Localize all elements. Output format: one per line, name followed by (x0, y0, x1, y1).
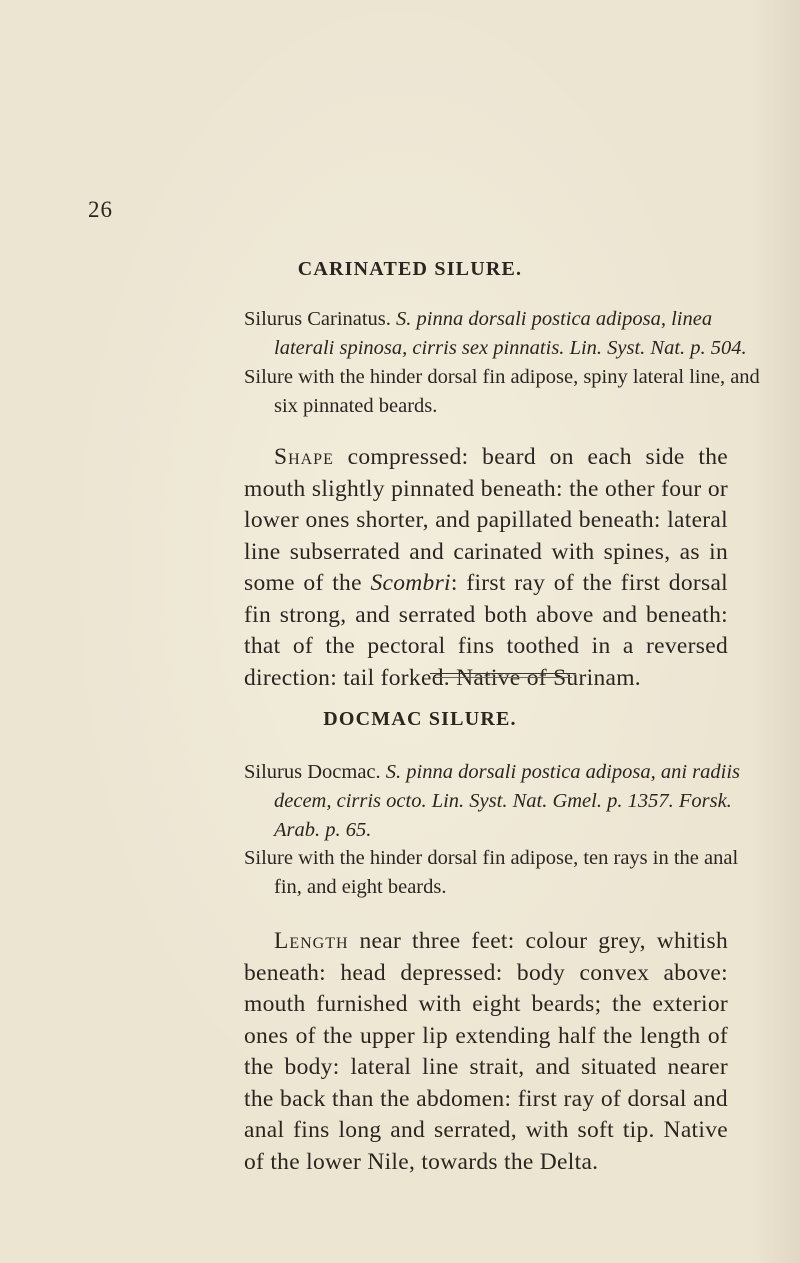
description-lead: Shape (274, 444, 334, 470)
synonym-english-carinated: Silure with the hinder dorsal fin adipose, spiny lateral line, and six pinnated beards. (244, 366, 760, 417)
description-text: near three feet: colour grey, whitish beneath: head depressed: body convex above: mouth furnished with eight beards; the exterior ones of the upper lip extending half the length of the body: lateral line strait, and situated nearer the back than the abdomen: first ray of dorsal and anal fins long and serrated, with soft tip. Native of the lower Nile, towards the Delta. (244, 928, 728, 1175)
synonym-latin-ref: Lin. Syst. Nat. p. 504. (569, 337, 747, 359)
synonym-latin-text: S. pinna dorsali postica adiposa, ani radiis decem, cirris octo. (274, 761, 741, 812)
description-italic: Scombri (370, 570, 451, 596)
description-text-b: : first ray of the first dorsal fin strong, and serrated both above and beneath: that of the pectoral fins toothed in a reversed direction: tail forked. Native of Surinam. (244, 570, 728, 691)
description-text-a: compressed: beard on each side the mouth slightly pinnated beneath: the other four or lower ones shorter, and papillated beneath: lateral line subserrated and carinated with spines, as in some of the (244, 444, 728, 596)
section-divider-inner (434, 677, 572, 678)
synonym-latin-text: S. pinna dorsali postica adiposa, linea laterali spinosa, cirris sex pinnatis. (274, 308, 713, 359)
description-lead: Length (274, 928, 349, 954)
section-heading-carinated: CARINATED SILURE. (297, 258, 523, 280)
synonym-latin-name: Silurus Docmac. (244, 761, 381, 783)
description-carinated (244, 442, 728, 694)
synonym-latin-ref: Lin. Syst. Nat. Gmel. p. 1357. Forsk. Arab. p. 65. (274, 790, 732, 841)
synonym-latin-docmac (244, 758, 764, 845)
section-heading-docmac: DOCMAC SILURE. (323, 708, 517, 730)
synonym-english-docmac: Silure with the hinder dorsal fin adipose, ten rays in the anal fin, and eight beards. (244, 847, 739, 898)
synonym-latin-name: Silurus Carinatus. (244, 308, 391, 330)
description-docmac (244, 926, 728, 1178)
page-number: 26 (88, 197, 113, 222)
synonym-latin-carinated (244, 305, 764, 363)
section-divider (430, 673, 576, 674)
